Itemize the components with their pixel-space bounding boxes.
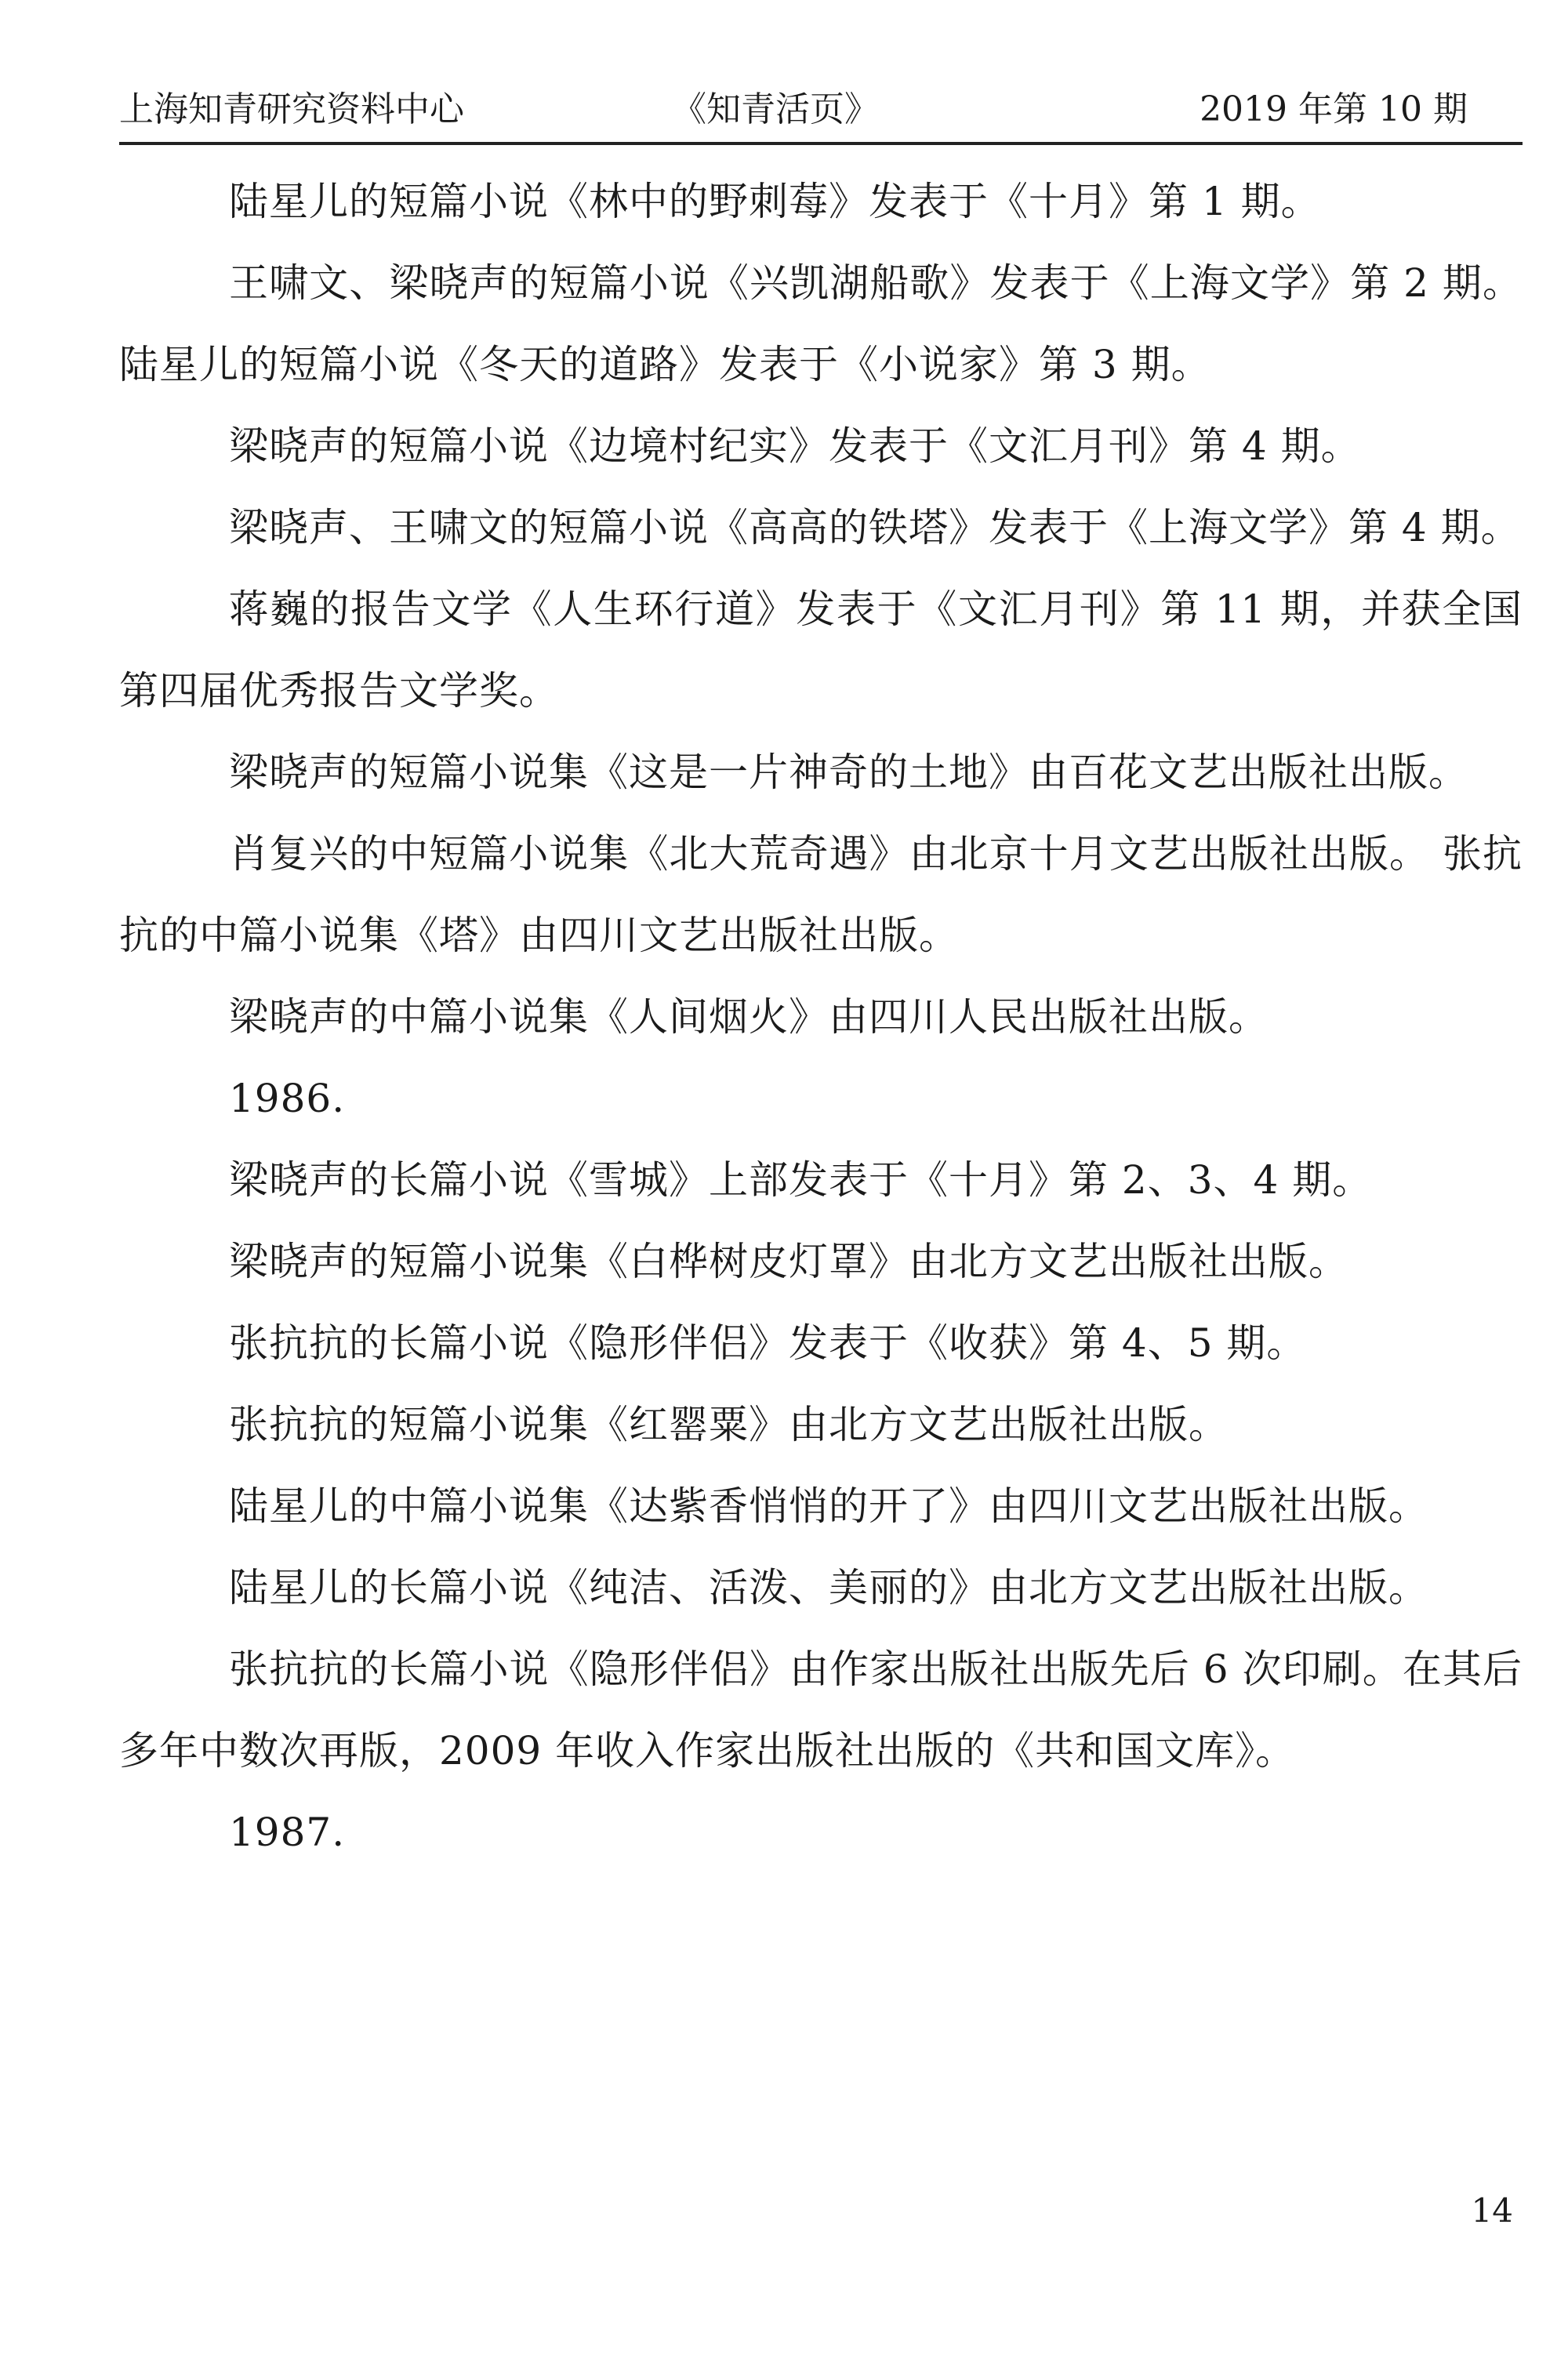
header-publisher: 上海知青研究资料中心 [119,89,464,129]
paragraph: 肖复兴的中短篇小说集《北大荒奇遇》由北京十月文艺出版社出版。 张抗抗的中篇小说集《塔》由四川文艺出版社出版。 [119,831,1523,958]
year-heading: 1986. [229,1076,346,1121]
paragraph: 王啸文、梁晓声的短篇小说《兴凯湖船歌》发表于《上海文学》第 2 期。 陆星儿的短篇小说《冬天的道路》发表于《小说家》第 3 期。 [119,260,1523,387]
paragraph: 张抗抗的短篇小说集《红罂粟》由北方文艺出版社出版。 [229,1402,1229,1447]
paragraph: 梁晓声的短篇小说集《这是一片神奇的土地》由百花文艺出版社出版。 [229,750,1468,795]
paragraph: 梁晓声的中篇小说集《人间烟火》由四川人民出版社出版。 [229,994,1269,1040]
year-heading: 1987. [229,1810,346,1855]
paragraph: 陆星儿的短篇小说《林中的野刺莓》发表于《十月》第 1 期。 [229,179,1321,224]
paragraph: 张抗抗的长篇小说《隐形伴侣》由作家出版社出版先后 6 次印刷。在其后多年中数次再版，2009 年收入作家出版社出版的《共和国文库》。 [119,1646,1523,1774]
paragraph: 陆星儿的中篇小说集《达紫香悄悄的开了》由四川文艺出版社出版。 [229,1483,1428,1529]
paragraph: 陆星儿的长篇小说《纯洁、活泼、美丽的》由北方文艺出版社出版。 [229,1565,1428,1610]
paragraph: 梁晓声、王啸文的短篇小说《高高的铁塔》发表于《上海文学》第 4 期。 [229,505,1521,550]
page-body [119,161,1523,1873]
paragraph: 梁晓声的长篇小说《雪城》上部发表于《十月》第 2、3、4 期。 [229,1157,1373,1203]
paragraph: 张抗抗的长篇小说《隐形伴侣》发表于《收获》第 4、5 期。 [229,1320,1307,1366]
header-journal-title: 《知青活页》 [672,89,879,129]
paragraph: 梁晓声的短篇小说集《白桦树皮灯罩》由北方文艺出版社出版。 [229,1239,1348,1284]
page-header [119,78,1523,141]
header-issue: 2019 年第 10 期 [1200,89,1468,129]
header-rule [119,142,1523,145]
paragraph: 蒋巍的报告文学《人生环行道》发表于《文汇月刊》第 11 期，并获全国第四届优秀报告文学奖。 [119,586,1523,713]
page-number: 14 [1471,2191,1513,2230]
paragraph: 梁晓声的短篇小说《边境村纪实》发表于《文汇月刊》第 4 期。 [229,423,1361,469]
